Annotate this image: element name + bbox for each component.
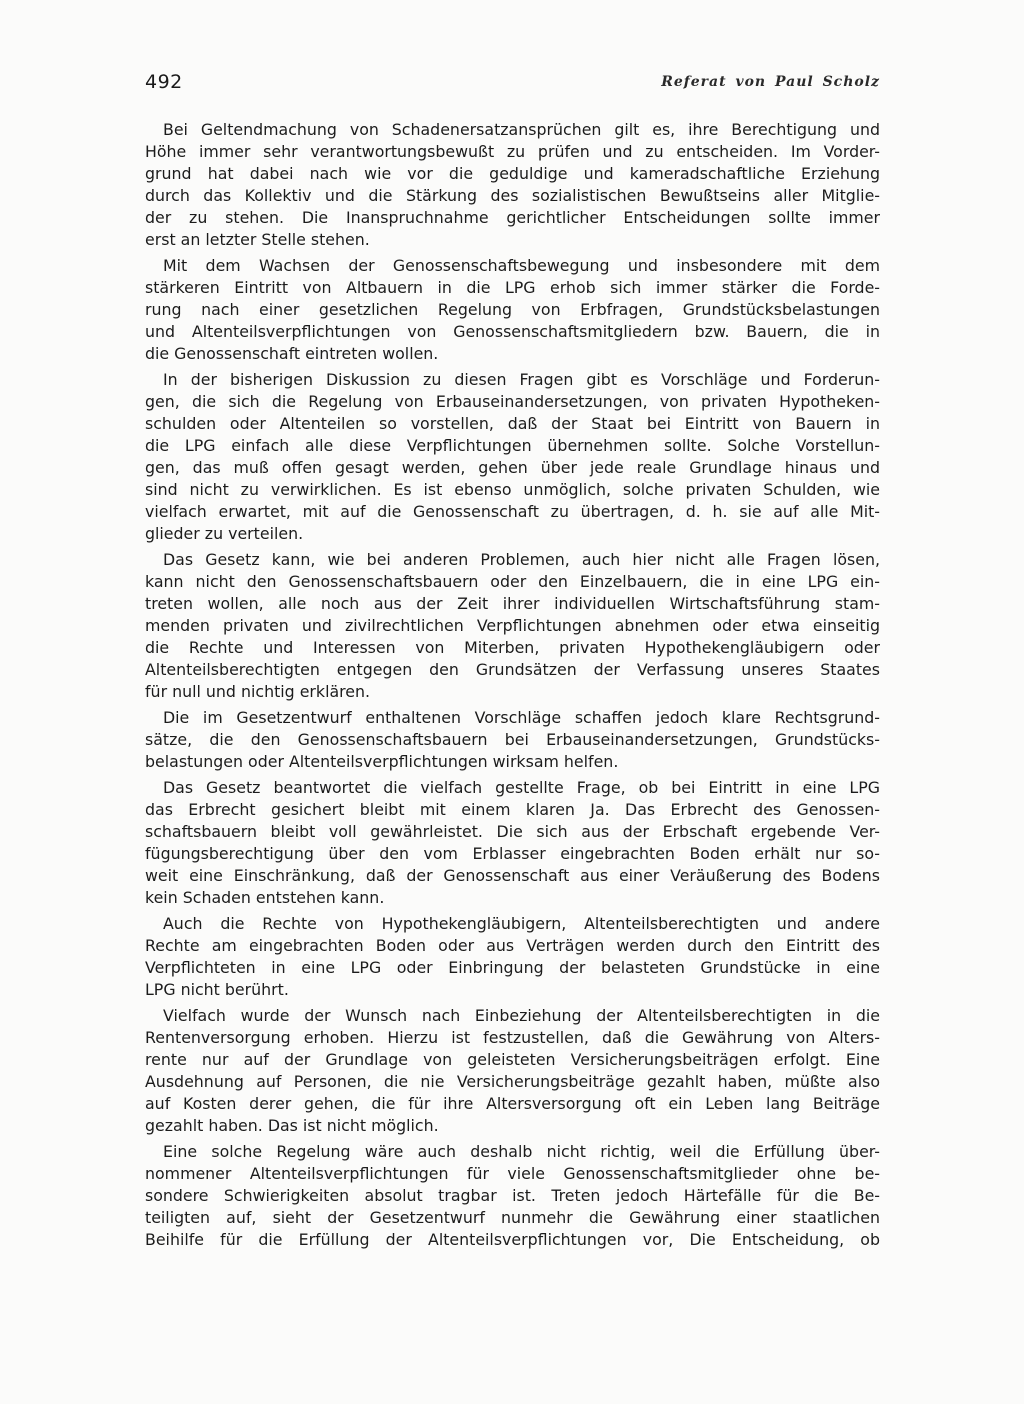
text-line: Rentenversorgung erhoben. Hierzu ist festzustellen, daß die Gewährung von Alters- xyxy=(145,1028,880,1047)
text-line: Ausdehnung auf Personen, die nie Versicherungsbeiträge gezahlt haben, müßte also xyxy=(145,1072,880,1091)
text-line: stärkeren Eintritt von Altbauern in die LPG erhob sich immer stärker die Forde- xyxy=(145,278,880,297)
text-line: nommener Altenteilsverpflichtungen für viele Genossenschaftsmitglieder ohne be- xyxy=(145,1164,880,1183)
text-line: Beihilfe für die Erfüllung der Altenteilsverpflichtungen vor, Die Entscheidung, ob xyxy=(145,1230,880,1249)
text-line: Höhe immer sehr verantwortungsbewußt zu prüfen und zu entscheiden. Im Vorder- xyxy=(145,142,880,161)
text-line: kann nicht den Genossenschaftsbauern oder den Einzelbauern, die in eine LPG ein- xyxy=(145,572,880,591)
text-line: der zu stehen. Die Inanspruchnahme gerichtlicher Entscheidungen sollte immer xyxy=(145,208,880,227)
text-line: die Rechte und Interessen von Miterben, privaten Hypothekengläubigern oder xyxy=(145,638,880,657)
text-line: glieder zu verteilen. xyxy=(145,524,304,543)
text-line: In der bisherigen Diskussion zu diesen Fragen gibt es Vorschläge und Forderun- xyxy=(163,370,880,389)
text-line: sondere Schwierigkeiten absolut tragbar ist. Treten jedoch Härtefälle für die Be- xyxy=(145,1186,880,1205)
text-line: Vielfach wurde der Wunsch nach Einbeziehung der Altenteilsberechtigten in die xyxy=(163,1006,880,1025)
text-line: die LPG einfach alle diese Verpflichtungen übernehmen sollte. Solche Vorstellun- xyxy=(145,436,880,455)
text-line: vielfach erwartet, mit auf die Genossenschaft zu übertragen, d. h. sie auf alle Mit- xyxy=(145,502,880,521)
page-header xyxy=(145,71,880,99)
text-line: gen, das muß offen gesagt werden, gehen über jede reale Grundlage hinaus und xyxy=(145,458,880,477)
text-line: Rechte am eingebrachten Boden oder aus Verträgen werden durch den Eintritt des xyxy=(145,936,880,955)
text-line: Verpflichteten in eine LPG oder Einbringung der belasteten Grundstücke in eine xyxy=(145,958,880,977)
paragraph xyxy=(145,1141,880,1251)
text-line: menden privaten und zivilrechtlichen Verpflichtungen abnehmen oder etwa einseitig xyxy=(145,616,880,635)
text-line: Bei Geltendmachung von Schadenersatzansprüchen gilt es, ihre Berechtigung und xyxy=(163,120,880,139)
body-text xyxy=(145,119,880,1255)
paragraph xyxy=(145,707,880,773)
page-number: 492 xyxy=(145,71,183,93)
text-line: Mit dem Wachsen der Genossenschaftsbewegung und insbesondere mit dem xyxy=(163,256,880,275)
text-line: sind nicht zu verwirklichen. Es ist ebenso unmöglich, solche privaten Schulden, wie xyxy=(145,480,880,499)
paragraph xyxy=(145,777,880,909)
paragraph xyxy=(145,1005,880,1137)
text-line: Das Gesetz kann, wie bei anderen Problemen, auch hier nicht alle Fragen lösen, xyxy=(163,550,880,569)
text-line: teiligten auf, sieht der Gesetzentwurf nunmehr die Gewährung einer staatlichen xyxy=(145,1208,880,1227)
text-line: belastungen oder Altenteilsverpflichtungen wirksam helfen. xyxy=(145,752,619,771)
text-line: rente nur auf der Grundlage von geleisteten Versicherungsbeiträgen erfolgt. Eine xyxy=(145,1050,880,1069)
text-line: und Altenteilsverpflichtungen von Genossenschaftsmitgliedern bzw. Bauern, die in xyxy=(145,322,880,341)
text-line: für null und nichtig erklären. xyxy=(145,682,371,701)
text-line: gen, die sich die Regelung von Erbauseinandersetzungen, von privaten Hypotheken- xyxy=(145,392,880,411)
running-head: Referat von Paul Scholz xyxy=(661,74,880,90)
text-line: das Erbrecht gesichert bleibt mit einem klaren Ja. Das Erbrecht des Genossen- xyxy=(145,800,880,819)
text-line: die Genossenschaft eintreten wollen. xyxy=(145,344,439,363)
text-line: weit eine Einschränkung, daß der Genossenschaft aus einer Veräußerung des Bodens xyxy=(145,866,880,885)
text-line: schulden oder Altenteilen so vorstellen, daß der Staat bei Eintritt von Bauern in xyxy=(145,414,880,433)
text-line: erst an letzter Stelle stehen. xyxy=(145,230,370,249)
text-line: fügungsberechtigung über den vom Erblasser eingebrachten Boden erhält nur so- xyxy=(145,844,880,863)
text-line: auf Kosten derer gehen, die für ihre Altersversorgung oft ein Leben lang Beiträge xyxy=(145,1094,880,1113)
paragraph xyxy=(145,913,880,1001)
text-line: gezahlt haben. Das ist nicht möglich. xyxy=(145,1116,439,1135)
text-line: Eine solche Regelung wäre auch deshalb nicht richtig, weil die Erfüllung über- xyxy=(163,1142,880,1161)
text-line: LPG nicht berührt. xyxy=(145,980,289,999)
text-line: sätze, die den Genossenschaftsbauern bei Erbauseinandersetzungen, Grundstücks- xyxy=(145,730,880,749)
paragraph xyxy=(145,255,880,365)
text-line: Die im Gesetzentwurf enthaltenen Vorschläge schaffen jedoch klare Rechtsgrund- xyxy=(163,708,880,727)
text-line: Altenteilsberechtigten entgegen den Grundsätzen der Verfassung unseres Staates xyxy=(145,660,880,679)
text-line: Auch die Rechte von Hypothekengläubigern, Altenteilsberechtigten und andere xyxy=(163,914,880,933)
text-line: Das Gesetz beantwortet die vielfach gestellte Frage, ob bei Eintritt in eine LPG xyxy=(163,778,880,797)
paragraph xyxy=(145,369,880,545)
paragraph xyxy=(145,119,880,251)
text-line: treten wollen, alle noch aus der Zeit ihrer individuellen Wirtschaftsführung stam- xyxy=(145,594,880,613)
text-line: durch das Kollektiv und die Stärkung des sozialistischen Bewußtseins aller Mitglie- xyxy=(145,186,880,205)
text-line: schaftsbauern bleibt voll gewährleistet. Die sich aus der Erbschaft ergebende Ver- xyxy=(145,822,880,841)
text-line: kein Schaden entstehen kann. xyxy=(145,888,385,907)
text-line: grund hat dabei nach wie vor die geduldige und kameradschaftliche Erziehung xyxy=(145,164,880,183)
paragraph xyxy=(145,549,880,703)
text-line: rung nach einer gesetzlichen Regelung von Erbfragen, Grundstücksbelastungen xyxy=(145,300,880,319)
